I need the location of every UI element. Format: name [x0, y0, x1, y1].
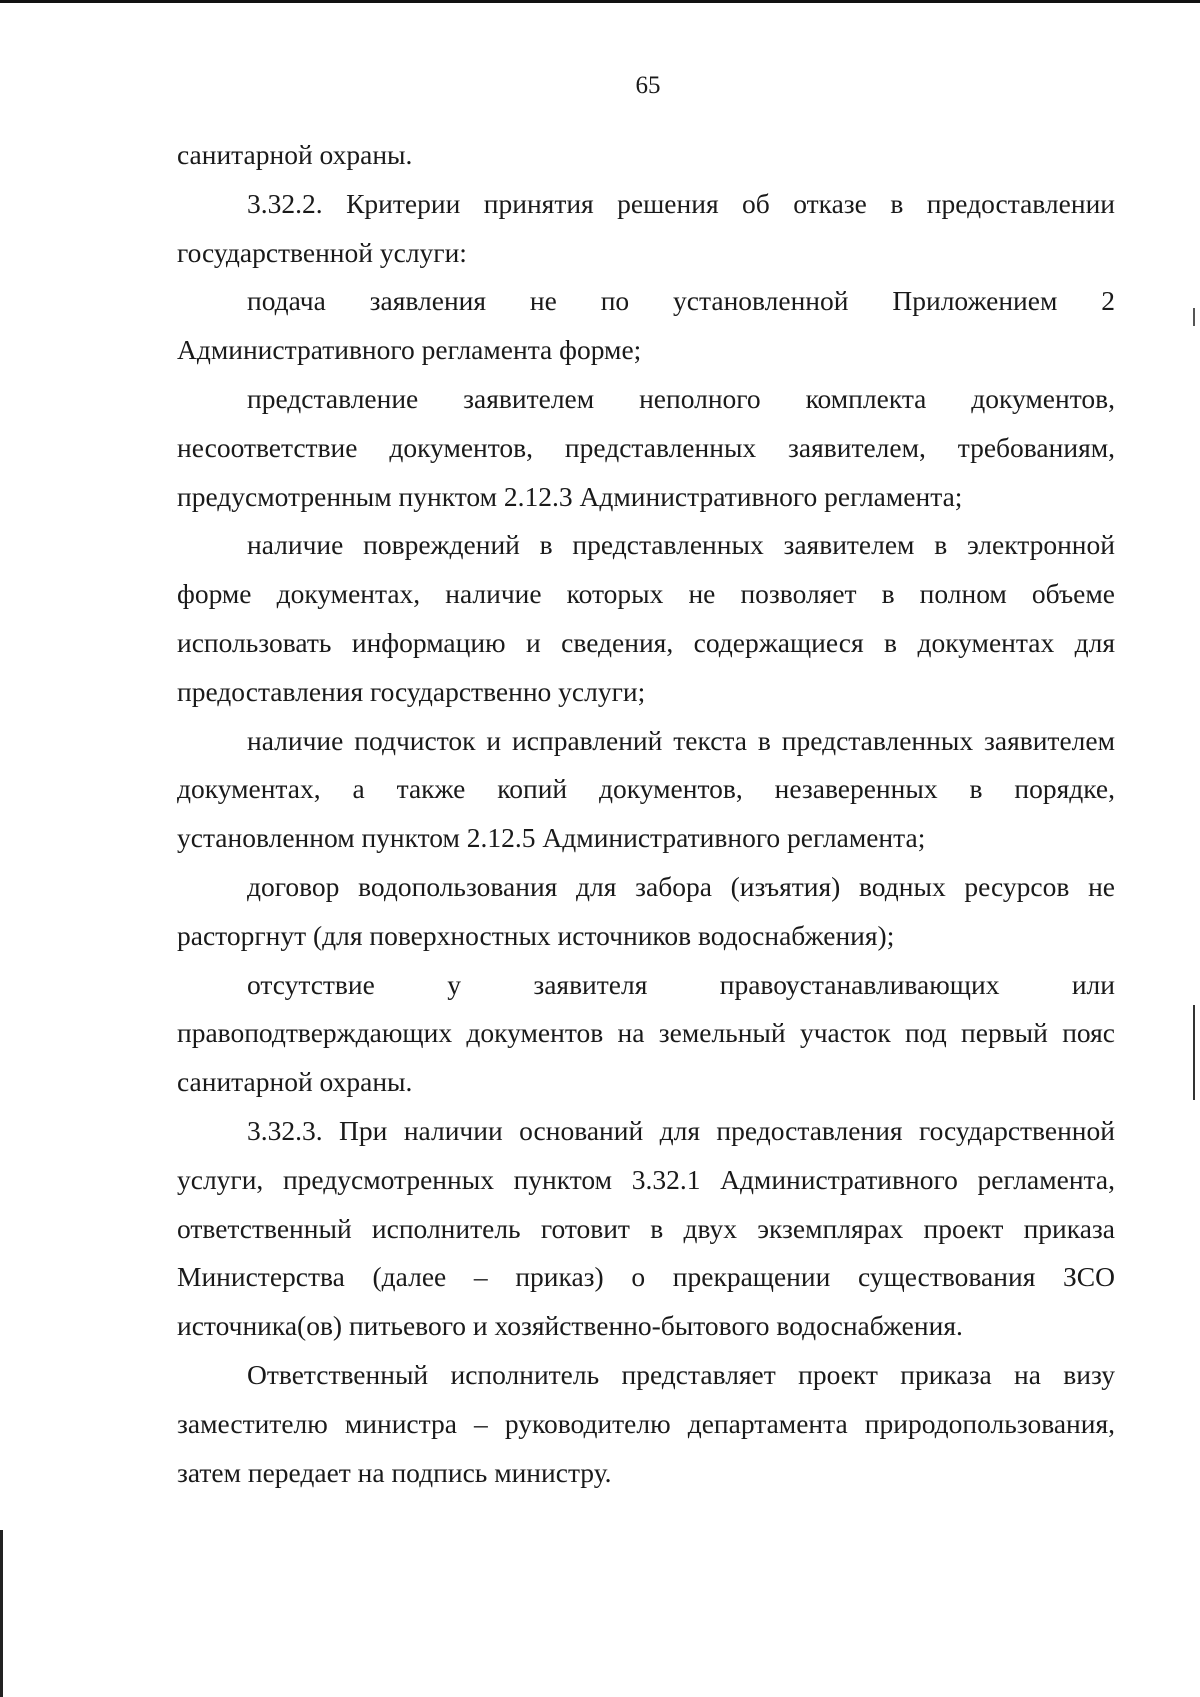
paragraph-criterion-incomplete: представление заявителем неполного комплекта документов, несоответствие документов, представленных заявителем, требованиям, предусмотренным пунктом 2.12.3 Административного регламента; [177, 382, 1115, 512]
paragraph-criterion-contract: договор водопользования для забора (изъятия) водных ресурсов не расторгнут (для поверхностных источников водоснабжения); [177, 870, 1115, 951]
scan-edge-left [0, 1530, 3, 1697]
paragraph-criterion-damage: наличие повреждений в представленных заявителем в электронной форме документах, наличие которых не позволяет в полном объеме использовать информацию и сведения, содержащиеся в документах для предоставления государственно услуги; [177, 529, 1115, 707]
paragraph-continuation: санитарной охраны. [177, 139, 413, 170]
paragraph-3-32-2: 3.32.2. Критерии принятия решения об отказе в предоставлении государственной услуги: [177, 187, 1115, 268]
page-number: 65 [635, 72, 661, 99]
scan-edge-right [1193, 1005, 1195, 1100]
document-body [177, 131, 1115, 1497]
paragraph-responsible-executor: Ответственный исполнитель представляет проект приказа на визу заместителю министра – руководителю департамента природопользования, затем передает на подпись министру. [177, 1358, 1115, 1488]
paragraph-criterion-corrections: наличие подчисток и исправлений текста в представленных заявителем документах, а также копий документов, незаверенных в порядке, установленном пунктом 2.12.5 Административного регламента; [177, 724, 1115, 854]
scan-edge-top [0, 0, 1200, 3]
scan-mark-right [1193, 308, 1195, 326]
paragraph-3-32-3: 3.32.3. При наличии оснований для предоставления государственной услуги, предусмотренных пунктом 3.32.1 Административного регламента, ответственный исполнитель готовит в двух экземплярах проект приказа Министерства (далее – приказ) о прекращении существования ЗСО источника(ов) питьевого и хозяйственно-бытового водоснабжения. [177, 1114, 1115, 1342]
paragraph-criterion-form: подача заявления не по установленной Приложением 2 Административного регламента форме; [177, 285, 1115, 366]
paragraph-criterion-land: отсутствие у заявителя правоустанавливающих или правоподтверждающих документов на земельный участок под первый пояс санитарной охраны. [177, 968, 1115, 1098]
